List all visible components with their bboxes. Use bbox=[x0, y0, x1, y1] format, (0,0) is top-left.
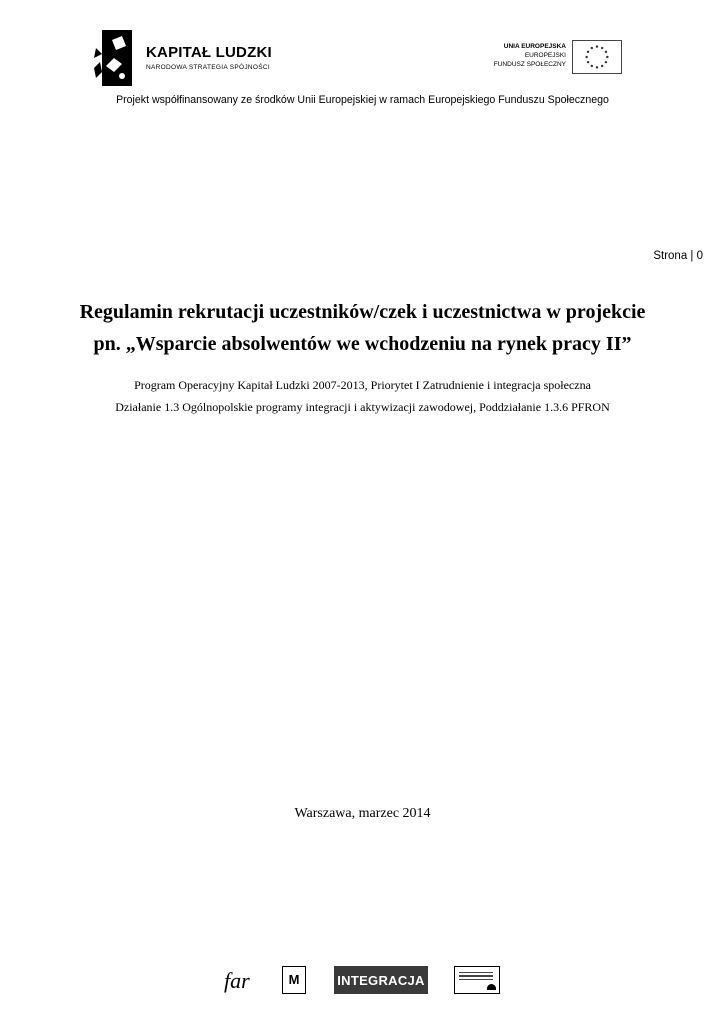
eu-flag-icon bbox=[572, 40, 622, 74]
kapital-ludzki-title: KAPITAŁ LUDZKI bbox=[146, 44, 272, 61]
eu-label-line3: FUNDUSZ SPOŁECZNY bbox=[493, 61, 566, 68]
document-title-line2: pn. „Wsparcie absolwentów we wchodzeniu na rynek pracy II” bbox=[93, 333, 632, 355]
cofinancing-statement: Projekt współfinansowany ze środków Unii Europejskiej w ramach Europejskiego Funduszu Społecznego bbox=[116, 94, 609, 106]
document-title bbox=[0, 296, 725, 360]
eu-label-line2: EUROPEJSKI bbox=[524, 52, 566, 59]
integracja-logo: INTEGRACJA bbox=[334, 966, 428, 994]
partner-logos bbox=[0, 962, 725, 1002]
document-title-line1: Regulamin rekrutacji uczestników/czek i uczestnictwa w projekcie bbox=[79, 301, 646, 323]
far-logo: far bbox=[224, 968, 250, 993]
kapital-ludzki-subtitle: NARODOWA STRATEGIA SPÓJNOŚCI bbox=[146, 64, 270, 71]
eu-label bbox=[468, 42, 566, 69]
eu-label-line1: UNIA EUROPEJSKA bbox=[503, 43, 566, 50]
fm-logo: M bbox=[282, 966, 306, 994]
place-date: Warszawa, marzec 2014 bbox=[294, 806, 431, 821]
measure-line: Działanie 1.3 Ogólnopolskie programy integracji i aktywizacji zawodowej, Poddziałanie 1.3.6 PFRON bbox=[115, 400, 610, 414]
document-header bbox=[0, 0, 725, 110]
pfron-logo-icon bbox=[454, 966, 500, 994]
page-number: Strona | 0 bbox=[653, 250, 703, 262]
program-line: Program Operacyjny Kapitał Ludzki 2007-2013, Priorytet I Zatrudnienie i integracja społeczna bbox=[134, 378, 591, 392]
